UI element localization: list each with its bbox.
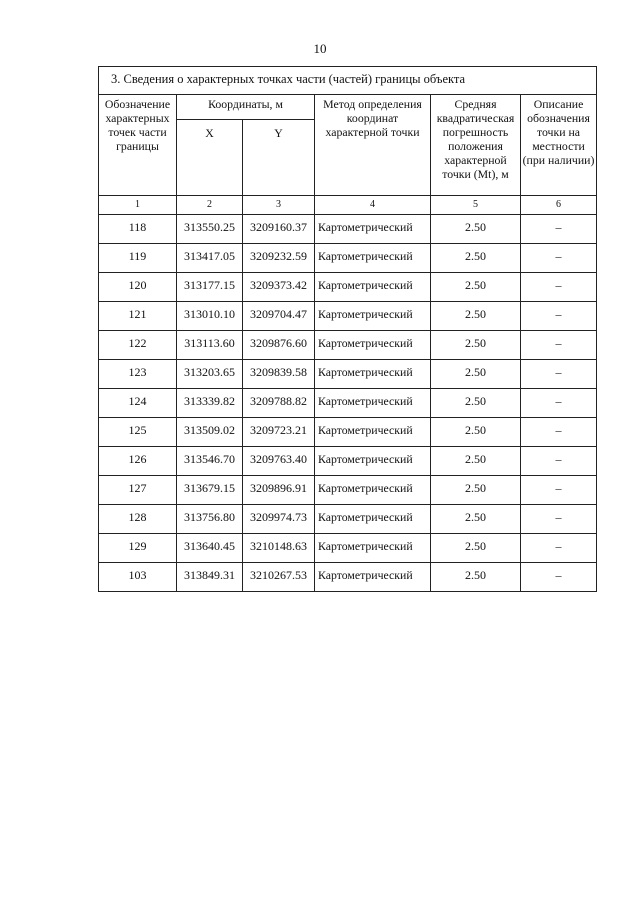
cell-description: –: [521, 563, 597, 592]
cell-method: Картометрический: [315, 389, 431, 418]
cell-x: 313546.70: [177, 447, 243, 476]
table-row: [99, 534, 597, 563]
cell-description: –: [521, 447, 597, 476]
cell-x: 313849.31: [177, 563, 243, 592]
cell-description: –: [521, 360, 597, 389]
column-number: 5: [431, 196, 521, 215]
table-row: [99, 563, 597, 592]
cell-method: Картометрический: [315, 302, 431, 331]
cell-accuracy: 2.50: [431, 360, 521, 389]
cell-x: 313339.82: [177, 389, 243, 418]
cell-description: –: [521, 215, 597, 244]
cell-y: 3209704.47: [243, 302, 315, 331]
cell-point: 123: [99, 360, 177, 389]
cell-accuracy: 2.50: [431, 505, 521, 534]
section-title: 3. Сведения о характерных точках части (частей) границы объекта: [99, 67, 597, 95]
cell-point: 121: [99, 302, 177, 331]
cell-x: 313509.02: [177, 418, 243, 447]
cell-description: –: [521, 302, 597, 331]
cell-point: 125: [99, 418, 177, 447]
cell-x: 313417.05: [177, 244, 243, 273]
cell-y: 3209896.91: [243, 476, 315, 505]
cell-point: 120: [99, 273, 177, 302]
cell-y: 3209788.82: [243, 389, 315, 418]
cell-method: Картометрический: [315, 505, 431, 534]
table-row: [99, 360, 597, 389]
cell-point: 129: [99, 534, 177, 563]
cell-y: 3209974.73: [243, 505, 315, 534]
cell-point: 126: [99, 447, 177, 476]
cell-method: Картометрический: [315, 360, 431, 389]
cell-method: Картометрический: [315, 447, 431, 476]
cell-point: 122: [99, 331, 177, 360]
column-number: 1: [99, 196, 177, 215]
header-y: Y: [243, 120, 315, 196]
cell-description: –: [521, 418, 597, 447]
cell-y: 3209839.58: [243, 360, 315, 389]
cell-method: Картометрический: [315, 418, 431, 447]
cell-method: Картометрический: [315, 273, 431, 302]
cell-y: 3209232.59: [243, 244, 315, 273]
cell-x: 313640.45: [177, 534, 243, 563]
cell-method: Картометрический: [315, 563, 431, 592]
cell-point: 118: [99, 215, 177, 244]
cell-description: –: [521, 476, 597, 505]
cell-x: 313203.65: [177, 360, 243, 389]
cell-x: 313550.25: [177, 215, 243, 244]
cell-point: 127: [99, 476, 177, 505]
cell-accuracy: 2.50: [431, 534, 521, 563]
cell-accuracy: 2.50: [431, 215, 521, 244]
cell-accuracy: 2.50: [431, 418, 521, 447]
cell-method: Картометрический: [315, 534, 431, 563]
cell-x: 313010.10: [177, 302, 243, 331]
header-accuracy: Средняя квадратическая погрешность положения характерной точки (Mt), м: [431, 95, 521, 196]
cell-method: Картометрический: [315, 331, 431, 360]
header-coordinates: Координаты, м: [177, 95, 315, 120]
cell-accuracy: 2.50: [431, 244, 521, 273]
table-row: [99, 273, 597, 302]
cell-accuracy: 2.50: [431, 273, 521, 302]
cell-x: 313679.15: [177, 476, 243, 505]
cell-accuracy: 2.50: [431, 476, 521, 505]
cell-point: 128: [99, 505, 177, 534]
cell-y: 3209373.42: [243, 273, 315, 302]
cell-x: 313756.80: [177, 505, 243, 534]
cell-method: Картометрический: [315, 244, 431, 273]
boundary-points-sheet: [98, 66, 597, 592]
cell-accuracy: 2.50: [431, 563, 521, 592]
table-row: [99, 476, 597, 505]
cell-y: 3209723.21: [243, 418, 315, 447]
cell-point: 103: [99, 563, 177, 592]
column-number: 6: [521, 196, 597, 215]
cell-description: –: [521, 244, 597, 273]
table-row: [99, 302, 597, 331]
table-row: [99, 389, 597, 418]
cell-y: 3209763.40: [243, 447, 315, 476]
cell-y: 3209876.60: [243, 331, 315, 360]
cell-description: –: [521, 389, 597, 418]
column-number: 3: [243, 196, 315, 215]
table-row: [99, 331, 597, 360]
cell-accuracy: 2.50: [431, 389, 521, 418]
cell-point: 119: [99, 244, 177, 273]
table-row: [99, 418, 597, 447]
page-number: 10: [313, 41, 327, 56]
cell-description: –: [521, 534, 597, 563]
table-row: [99, 215, 597, 244]
column-number: 4: [315, 196, 431, 215]
table-row: [99, 244, 597, 273]
cell-x: 313113.60: [177, 331, 243, 360]
cell-y: 3210267.53: [243, 563, 315, 592]
cell-description: –: [521, 505, 597, 534]
header-designation: Обозначение характерных точек части границы: [99, 95, 177, 196]
cell-method: Картометрический: [315, 215, 431, 244]
cell-x: 313177.15: [177, 273, 243, 302]
cell-accuracy: 2.50: [431, 302, 521, 331]
cell-y: 3210148.63: [243, 534, 315, 563]
cell-description: –: [521, 273, 597, 302]
column-number: 2: [177, 196, 243, 215]
cell-point: 124: [99, 389, 177, 418]
cell-method: Картометрический: [315, 476, 431, 505]
header-method: Метод определения координат характерной точки: [315, 95, 431, 196]
cell-description: –: [521, 331, 597, 360]
header-x: X: [177, 120, 243, 196]
cell-y: 3209160.37: [243, 215, 315, 244]
table-body: [99, 215, 597, 592]
header-description: Описание обозначения точки на местности (при наличии): [521, 95, 597, 196]
boundary-points-table: [98, 66, 597, 592]
table-row: [99, 505, 597, 534]
cell-accuracy: 2.50: [431, 331, 521, 360]
table-row: [99, 447, 597, 476]
cell-accuracy: 2.50: [431, 447, 521, 476]
